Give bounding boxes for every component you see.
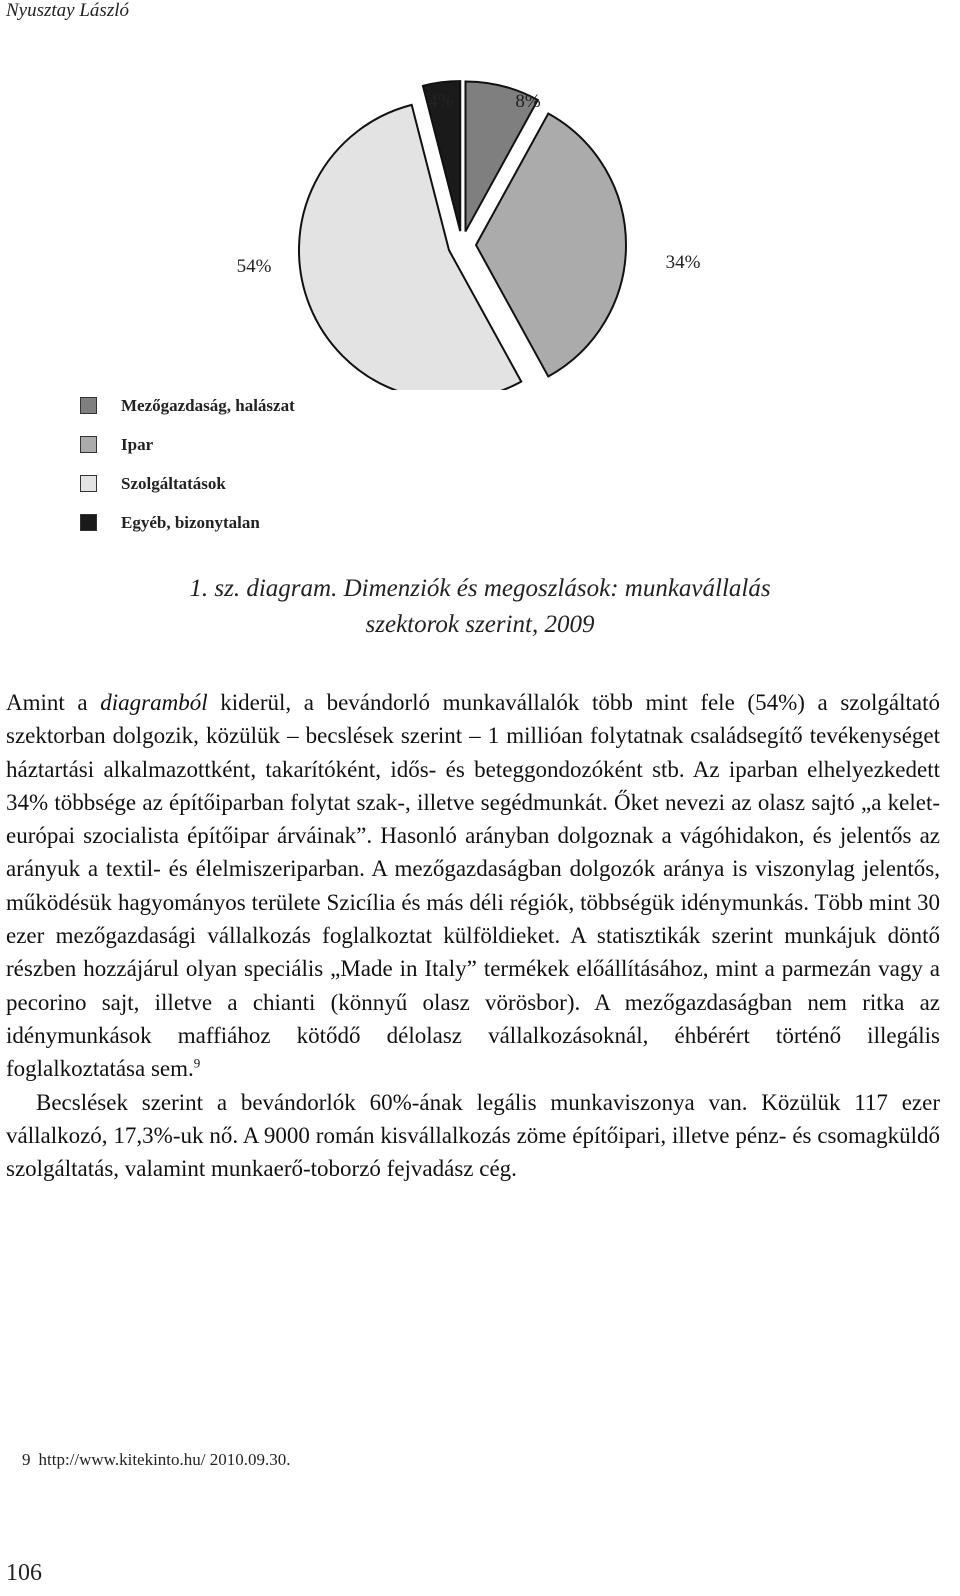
legend-item bbox=[80, 396, 295, 435]
legend-item bbox=[80, 474, 295, 513]
legend-label: Egyéb, bizonytalan bbox=[121, 513, 260, 532]
pie-label-3: 54% bbox=[236, 256, 272, 277]
pie-label-2: 34% bbox=[665, 252, 701, 273]
footnote-number: 9 bbox=[22, 1450, 31, 1469]
footnote-reference[interactable]: 9 bbox=[193, 1055, 201, 1071]
page-number: 106 bbox=[6, 1560, 42, 1586]
paragraph-1-start: Amint a bbox=[6, 690, 101, 715]
legend-label: Szolgáltatások bbox=[121, 474, 226, 493]
legend-label: Ipar bbox=[121, 435, 154, 454]
running-head: Nyusztay László bbox=[6, 0, 129, 21]
footnote-link[interactable]: http://www.kitekinto.hu/ 2010.09.30. bbox=[38, 1450, 291, 1469]
legend-item bbox=[80, 435, 295, 474]
legend-item bbox=[80, 513, 295, 552]
pie-label-4: 4% bbox=[428, 91, 454, 112]
figure-caption bbox=[0, 571, 960, 643]
body-text bbox=[6, 686, 940, 1185]
paragraph-1-emphasis: diagramból bbox=[100, 690, 208, 715]
pie-label-1: 8% bbox=[515, 91, 541, 112]
paragraph-1-rest: kiderül, a bevándorló munkavállalók több mint fele (54%) a szolgáltató szektorban dolgozik, közülük – becslések szerint – 1 millióan folytatnak családsegítő tevékenységet háztartási alkalmazottként, takarítóként, idős- és beteggondozóként stb. Az iparban elhelyezkedett 34% többsége az építőiparban folytat szak-, illetve segédmunkát. Őket nevezi az olasz sajtó „a kelet-európai szocialista építőipar árváinak”. Hasonló arányban dolgoznak a vágóhidakon, és jelentős az arányuk a textil- és élelmiszeriparban. A mezőgazdaságban dolgozók aránya is viszonylag jelentős, működésük hagyományos területe Szicília és más déli régiók, többségük idénymunkás. Több mint 30 ezer mezőgazdasági vállalkozás foglalkoztat külföldieket. A statisztikák szerint munkájuk döntő részben hozzájárul olyan speciális „Made in Italy” termékek előállításához, mint a parmezán vagy a pecorino sajt, illetve a chianti (könnyű olasz vörösbor). A mezőgazdaságban nem ritka az idénymunkások maffiához kötődő délolasz vállalkozásoknál, éhbérért történő illegális foglalkoztatása sem. bbox=[6, 690, 940, 1082]
legend-swatch bbox=[80, 397, 97, 414]
legend-swatch bbox=[80, 514, 97, 531]
paragraph-2: Becslések szerint a bevándorlók 60%-ának legális munkaviszonya van. Közülük 117 ezer vállalkozó, 17,3%-uk nő. A 9000 román kisvállalkozás zöme építőipari, illetve pénz- és csomagküldő szolgáltatás, valamint munkaerő-toborzó fejvadász cég. bbox=[6, 1089, 940, 1182]
paragraph-1 bbox=[6, 686, 940, 1086]
legend-label: Mezőgazdaság, halászat bbox=[121, 396, 295, 415]
caption-line-1: 1. sz. diagram. Dimenziók és megoszlások: munkavállalás bbox=[189, 575, 771, 602]
chart-legend bbox=[80, 396, 295, 552]
footnote bbox=[22, 1450, 291, 1470]
legend-swatch bbox=[80, 436, 97, 453]
caption-line-2: szektorok szerint, 2009 bbox=[365, 611, 595, 638]
pie-chart bbox=[0, 60, 960, 390]
legend-swatch bbox=[80, 475, 97, 492]
